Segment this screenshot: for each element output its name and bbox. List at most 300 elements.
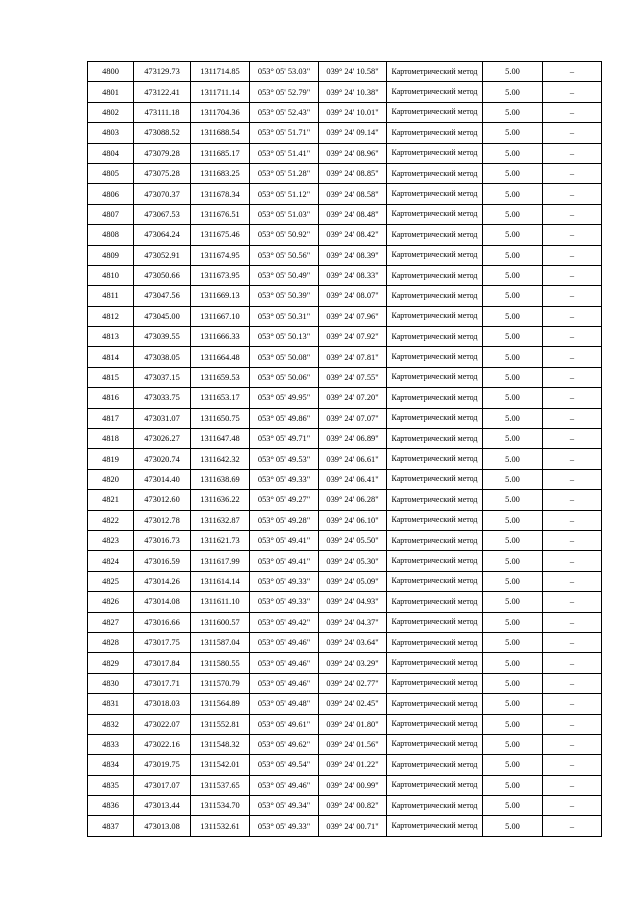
table-row <box>88 796 602 816</box>
y-coordinate-cell: 1311653.17 <box>191 388 250 408</box>
accuracy-cell: 5.00 <box>483 367 543 387</box>
longitude-cell: 039° 24' 08.39" <box>319 245 387 265</box>
accuracy-cell: 5.00 <box>483 775 543 795</box>
method-cell: Картометрический метод <box>387 734 483 754</box>
y-coordinate-cell: 1311537.65 <box>191 775 250 795</box>
longitude-cell: 039° 24' 01.22" <box>319 755 387 775</box>
table-row <box>88 306 602 326</box>
method-cell: Картометрический метод <box>387 694 483 714</box>
method-cell: Картометрический метод <box>387 306 483 326</box>
latitude-cell: 053° 05' 53.03" <box>250 62 319 82</box>
point-number-cell: 4820 <box>88 469 134 489</box>
method-cell: Картометрический метод <box>387 102 483 122</box>
y-coordinate-cell: 1311683.25 <box>191 163 250 183</box>
accuracy-cell: 5.00 <box>483 816 543 836</box>
accuracy-cell: 5.00 <box>483 530 543 550</box>
x-coordinate-cell: 473017.84 <box>134 653 191 673</box>
longitude-cell: 039° 24' 08.96" <box>319 143 387 163</box>
longitude-cell: 039° 24' 01.80" <box>319 714 387 734</box>
point-number-cell: 4809 <box>88 245 134 265</box>
latitude-cell: 053° 05' 51.71" <box>250 123 319 143</box>
method-cell: Картометрический метод <box>387 184 483 204</box>
y-coordinate-cell: 1311580.55 <box>191 653 250 673</box>
note-cell: – <box>543 408 602 428</box>
y-coordinate-cell: 1311532.61 <box>191 816 250 836</box>
x-coordinate-cell: 473022.07 <box>134 714 191 734</box>
longitude-cell: 039° 24' 01.56" <box>319 734 387 754</box>
latitude-cell: 053° 05' 49.54" <box>250 755 319 775</box>
method-cell: Картометрический метод <box>387 429 483 449</box>
x-coordinate-cell: 473064.24 <box>134 225 191 245</box>
point-number-cell: 4829 <box>88 653 134 673</box>
note-cell: – <box>543 530 602 550</box>
table-row <box>88 612 602 632</box>
longitude-cell: 039° 24' 08.33" <box>319 265 387 285</box>
latitude-cell: 053° 05' 52.79" <box>250 82 319 102</box>
x-coordinate-cell: 473039.55 <box>134 327 191 347</box>
point-number-cell: 4810 <box>88 265 134 285</box>
note-cell: – <box>543 327 602 347</box>
y-coordinate-cell: 1311664.48 <box>191 347 250 367</box>
accuracy-cell: 5.00 <box>483 796 543 816</box>
longitude-cell: 039° 24' 07.96" <box>319 306 387 326</box>
x-coordinate-cell: 473088.52 <box>134 123 191 143</box>
longitude-cell: 039° 24' 07.20" <box>319 388 387 408</box>
latitude-cell: 053° 05' 51.41" <box>250 143 319 163</box>
point-number-cell: 4807 <box>88 204 134 224</box>
note-cell: – <box>543 714 602 734</box>
longitude-cell: 039° 24' 05.50" <box>319 530 387 550</box>
accuracy-cell: 5.00 <box>483 204 543 224</box>
latitude-cell: 053° 05' 51.12" <box>250 184 319 204</box>
y-coordinate-cell: 1311570.79 <box>191 673 250 693</box>
table-row <box>88 204 602 224</box>
longitude-cell: 039° 24' 00.82" <box>319 796 387 816</box>
y-coordinate-cell: 1311714.85 <box>191 62 250 82</box>
y-coordinate-cell: 1311673.95 <box>191 265 250 285</box>
table-row <box>88 755 602 775</box>
x-coordinate-cell: 473070.37 <box>134 184 191 204</box>
accuracy-cell: 5.00 <box>483 653 543 673</box>
method-cell: Картометрический метод <box>387 612 483 632</box>
table-row <box>88 734 602 754</box>
table-row <box>88 673 602 693</box>
accuracy-cell: 5.00 <box>483 490 543 510</box>
accuracy-cell: 5.00 <box>483 592 543 612</box>
table-row <box>88 469 602 489</box>
note-cell: – <box>543 510 602 530</box>
note-cell: – <box>543 123 602 143</box>
y-coordinate-cell: 1311564.89 <box>191 694 250 714</box>
longitude-cell: 039° 24' 07.07" <box>319 408 387 428</box>
point-number-cell: 4816 <box>88 388 134 408</box>
latitude-cell: 053° 05' 50.06" <box>250 367 319 387</box>
method-cell: Картометрический метод <box>387 82 483 102</box>
x-coordinate-cell: 473019.75 <box>134 755 191 775</box>
latitude-cell: 053° 05' 50.39" <box>250 286 319 306</box>
longitude-cell: 039° 24' 00.71" <box>319 816 387 836</box>
point-number-cell: 4837 <box>88 816 134 836</box>
table-row <box>88 653 602 673</box>
y-coordinate-cell: 1311552.81 <box>191 714 250 734</box>
x-coordinate-cell: 473067.53 <box>134 204 191 224</box>
note-cell: – <box>543 775 602 795</box>
x-coordinate-cell: 473075.28 <box>134 163 191 183</box>
y-coordinate-cell: 1311638.69 <box>191 469 250 489</box>
latitude-cell: 053° 05' 50.13" <box>250 327 319 347</box>
latitude-cell: 053° 05' 51.03" <box>250 204 319 224</box>
latitude-cell: 053° 05' 50.49" <box>250 265 319 285</box>
point-number-cell: 4828 <box>88 632 134 652</box>
y-coordinate-cell: 1311617.99 <box>191 551 250 571</box>
note-cell: – <box>543 796 602 816</box>
longitude-cell: 039° 24' 06.28" <box>319 490 387 510</box>
x-coordinate-cell: 473014.40 <box>134 469 191 489</box>
x-coordinate-cell: 473016.66 <box>134 612 191 632</box>
longitude-cell: 039° 24' 09.14" <box>319 123 387 143</box>
accuracy-cell: 5.00 <box>483 673 543 693</box>
x-coordinate-cell: 473122.41 <box>134 82 191 102</box>
y-coordinate-cell: 1311600.57 <box>191 612 250 632</box>
y-coordinate-cell: 1311647.48 <box>191 429 250 449</box>
table-row <box>88 775 602 795</box>
accuracy-cell: 5.00 <box>483 62 543 82</box>
latitude-cell: 053° 05' 50.56" <box>250 245 319 265</box>
point-number-cell: 4811 <box>88 286 134 306</box>
latitude-cell: 053° 05' 52.43" <box>250 102 319 122</box>
point-number-cell: 4834 <box>88 755 134 775</box>
accuracy-cell: 5.00 <box>483 245 543 265</box>
x-coordinate-cell: 473079.28 <box>134 143 191 163</box>
note-cell: – <box>543 816 602 836</box>
note-cell: – <box>543 347 602 367</box>
accuracy-cell: 5.00 <box>483 327 543 347</box>
note-cell: – <box>543 225 602 245</box>
x-coordinate-cell: 473052.91 <box>134 245 191 265</box>
table-row <box>88 123 602 143</box>
method-cell: Картометрический метод <box>387 225 483 245</box>
longitude-cell: 039° 24' 07.55" <box>319 367 387 387</box>
note-cell: – <box>543 265 602 285</box>
y-coordinate-cell: 1311688.54 <box>191 123 250 143</box>
y-coordinate-cell: 1311534.70 <box>191 796 250 816</box>
accuracy-cell: 5.00 <box>483 469 543 489</box>
table-row <box>88 82 602 102</box>
accuracy-cell: 5.00 <box>483 694 543 714</box>
method-cell: Картометрический метод <box>387 673 483 693</box>
latitude-cell: 053° 05' 49.28" <box>250 510 319 530</box>
method-cell: Картометрический метод <box>387 347 483 367</box>
latitude-cell: 053° 05' 49.33" <box>250 816 319 836</box>
table-row <box>88 408 602 428</box>
method-cell: Картометрический метод <box>387 714 483 734</box>
table-row <box>88 367 602 387</box>
accuracy-cell: 5.00 <box>483 184 543 204</box>
table-row <box>88 592 602 612</box>
accuracy-cell: 5.00 <box>483 388 543 408</box>
longitude-cell: 039° 24' 03.64" <box>319 632 387 652</box>
method-cell: Картометрический метод <box>387 245 483 265</box>
point-number-cell: 4826 <box>88 592 134 612</box>
table-row <box>88 714 602 734</box>
method-cell: Картометрический метод <box>387 62 483 82</box>
table-row <box>88 245 602 265</box>
method-cell: Картометрический метод <box>387 632 483 652</box>
accuracy-cell: 5.00 <box>483 286 543 306</box>
longitude-cell: 039° 24' 03.29" <box>319 653 387 673</box>
table-row <box>88 816 602 836</box>
x-coordinate-cell: 473020.74 <box>134 449 191 469</box>
note-cell: – <box>543 388 602 408</box>
x-coordinate-cell: 473017.71 <box>134 673 191 693</box>
x-coordinate-cell: 473050.66 <box>134 265 191 285</box>
method-cell: Картометрический метод <box>387 163 483 183</box>
point-number-cell: 4801 <box>88 82 134 102</box>
y-coordinate-cell: 1311659.53 <box>191 367 250 387</box>
y-coordinate-cell: 1311678.34 <box>191 184 250 204</box>
y-coordinate-cell: 1311611.10 <box>191 592 250 612</box>
latitude-cell: 053° 05' 50.31" <box>250 306 319 326</box>
method-cell: Картометрический метод <box>387 449 483 469</box>
note-cell: – <box>543 143 602 163</box>
longitude-cell: 039° 24' 04.37" <box>319 612 387 632</box>
longitude-cell: 039° 24' 06.10" <box>319 510 387 530</box>
latitude-cell: 053° 05' 49.53" <box>250 449 319 469</box>
note-cell: – <box>543 551 602 571</box>
x-coordinate-cell: 473026.27 <box>134 429 191 449</box>
x-coordinate-cell: 473038.05 <box>134 347 191 367</box>
x-coordinate-cell: 473017.75 <box>134 632 191 652</box>
point-number-cell: 4827 <box>88 612 134 632</box>
accuracy-cell: 5.00 <box>483 632 543 652</box>
note-cell: – <box>543 734 602 754</box>
note-cell: – <box>543 592 602 612</box>
latitude-cell: 053° 05' 51.28" <box>250 163 319 183</box>
note-cell: – <box>543 62 602 82</box>
y-coordinate-cell: 1311650.75 <box>191 408 250 428</box>
method-cell: Картометрический метод <box>387 388 483 408</box>
method-cell: Картометрический метод <box>387 755 483 775</box>
table-row <box>88 449 602 469</box>
longitude-cell: 039° 24' 10.01" <box>319 102 387 122</box>
x-coordinate-cell: 473037.15 <box>134 367 191 387</box>
y-coordinate-cell: 1311642.32 <box>191 449 250 469</box>
table-row <box>88 143 602 163</box>
latitude-cell: 053° 05' 49.46" <box>250 673 319 693</box>
method-cell: Картометрический метод <box>387 123 483 143</box>
note-cell: – <box>543 632 602 652</box>
longitude-cell: 039° 24' 02.45" <box>319 694 387 714</box>
x-coordinate-cell: 473047.56 <box>134 286 191 306</box>
y-coordinate-cell: 1311667.10 <box>191 306 250 326</box>
accuracy-cell: 5.00 <box>483 734 543 754</box>
y-coordinate-cell: 1311675.46 <box>191 225 250 245</box>
method-cell: Картометрический метод <box>387 143 483 163</box>
accuracy-cell: 5.00 <box>483 123 543 143</box>
longitude-cell: 039° 24' 06.61" <box>319 449 387 469</box>
point-number-cell: 4812 <box>88 306 134 326</box>
method-cell: Картометрический метод <box>387 265 483 285</box>
latitude-cell: 053° 05' 49.61" <box>250 714 319 734</box>
y-coordinate-cell: 1311636.22 <box>191 490 250 510</box>
latitude-cell: 053° 05' 49.27" <box>250 490 319 510</box>
y-coordinate-cell: 1311704.36 <box>191 102 250 122</box>
longitude-cell: 039° 24' 08.07" <box>319 286 387 306</box>
point-number-cell: 4800 <box>88 62 134 82</box>
point-number-cell: 4813 <box>88 327 134 347</box>
method-cell: Картометрический метод <box>387 367 483 387</box>
longitude-cell: 039° 24' 10.38" <box>319 82 387 102</box>
method-cell: Картометрический метод <box>387 551 483 571</box>
latitude-cell: 053° 05' 49.48" <box>250 694 319 714</box>
longitude-cell: 039° 24' 07.92" <box>319 327 387 347</box>
accuracy-cell: 5.00 <box>483 571 543 591</box>
x-coordinate-cell: 473017.07 <box>134 775 191 795</box>
method-cell: Картометрический метод <box>387 286 483 306</box>
method-cell: Картометрический метод <box>387 204 483 224</box>
method-cell: Картометрический метод <box>387 796 483 816</box>
method-cell: Картометрический метод <box>387 816 483 836</box>
accuracy-cell: 5.00 <box>483 429 543 449</box>
longitude-cell: 039° 24' 08.85" <box>319 163 387 183</box>
accuracy-cell: 5.00 <box>483 306 543 326</box>
y-coordinate-cell: 1311674.95 <box>191 245 250 265</box>
accuracy-cell: 5.00 <box>483 82 543 102</box>
method-cell: Картометрический метод <box>387 469 483 489</box>
note-cell: – <box>543 286 602 306</box>
table-row <box>88 347 602 367</box>
table-row <box>88 62 602 82</box>
note-cell: – <box>543 245 602 265</box>
longitude-cell: 039° 24' 08.58" <box>319 184 387 204</box>
note-cell: – <box>543 469 602 489</box>
longitude-cell: 039° 24' 06.41" <box>319 469 387 489</box>
table-row <box>88 265 602 285</box>
method-cell: Картометрический метод <box>387 592 483 612</box>
longitude-cell: 039° 24' 05.09" <box>319 571 387 591</box>
note-cell: – <box>543 612 602 632</box>
note-cell: – <box>543 429 602 449</box>
accuracy-cell: 5.00 <box>483 408 543 428</box>
x-coordinate-cell: 473129.73 <box>134 62 191 82</box>
point-number-cell: 4822 <box>88 510 134 530</box>
accuracy-cell: 5.00 <box>483 551 543 571</box>
note-cell: – <box>543 184 602 204</box>
accuracy-cell: 5.00 <box>483 225 543 245</box>
point-number-cell: 4825 <box>88 571 134 591</box>
latitude-cell: 053° 05' 50.92" <box>250 225 319 245</box>
x-coordinate-cell: 473014.26 <box>134 571 191 591</box>
point-number-cell: 4821 <box>88 490 134 510</box>
accuracy-cell: 5.00 <box>483 510 543 530</box>
table-row <box>88 184 602 204</box>
longitude-cell: 039° 24' 00.99" <box>319 775 387 795</box>
longitude-cell: 039° 24' 08.42" <box>319 225 387 245</box>
latitude-cell: 053° 05' 49.86" <box>250 408 319 428</box>
x-coordinate-cell: 473031.07 <box>134 408 191 428</box>
y-coordinate-cell: 1311666.33 <box>191 327 250 347</box>
point-number-cell: 4818 <box>88 429 134 449</box>
point-number-cell: 4835 <box>88 775 134 795</box>
note-cell: – <box>543 367 602 387</box>
note-cell: – <box>543 653 602 673</box>
method-cell: Картометрический метод <box>387 653 483 673</box>
point-number-cell: 4824 <box>88 551 134 571</box>
point-number-cell: 4832 <box>88 714 134 734</box>
x-coordinate-cell: 473022.16 <box>134 734 191 754</box>
x-coordinate-cell: 473014.08 <box>134 592 191 612</box>
table-row <box>88 530 602 550</box>
point-number-cell: 4831 <box>88 694 134 714</box>
y-coordinate-cell: 1311542.01 <box>191 755 250 775</box>
latitude-cell: 053° 05' 49.46" <box>250 653 319 673</box>
longitude-cell: 039° 24' 02.77" <box>319 673 387 693</box>
table-row <box>88 327 602 347</box>
note-cell: – <box>543 571 602 591</box>
x-coordinate-cell: 473033.75 <box>134 388 191 408</box>
latitude-cell: 053° 05' 49.33" <box>250 469 319 489</box>
accuracy-cell: 5.00 <box>483 714 543 734</box>
note-cell: – <box>543 694 602 714</box>
method-cell: Картометрический метод <box>387 327 483 347</box>
note-cell: – <box>543 204 602 224</box>
y-coordinate-cell: 1311685.17 <box>191 143 250 163</box>
table-row <box>88 510 602 530</box>
point-number-cell: 4802 <box>88 102 134 122</box>
accuracy-cell: 5.00 <box>483 163 543 183</box>
accuracy-cell: 5.00 <box>483 143 543 163</box>
table-row <box>88 163 602 183</box>
point-number-cell: 4808 <box>88 225 134 245</box>
x-coordinate-cell: 473012.78 <box>134 510 191 530</box>
method-cell: Картометрический метод <box>387 571 483 591</box>
x-coordinate-cell: 473016.73 <box>134 530 191 550</box>
latitude-cell: 053° 05' 49.46" <box>250 632 319 652</box>
y-coordinate-cell: 1311621.73 <box>191 530 250 550</box>
method-cell: Картометрический метод <box>387 408 483 428</box>
accuracy-cell: 5.00 <box>483 102 543 122</box>
note-cell: – <box>543 490 602 510</box>
note-cell: – <box>543 102 602 122</box>
x-coordinate-cell: 473013.08 <box>134 816 191 836</box>
latitude-cell: 053° 05' 49.33" <box>250 592 319 612</box>
table-row <box>88 571 602 591</box>
longitude-cell: 039° 24' 05.30" <box>319 551 387 571</box>
method-cell: Картометрический метод <box>387 490 483 510</box>
y-coordinate-cell: 1311632.87 <box>191 510 250 530</box>
point-number-cell: 4804 <box>88 143 134 163</box>
note-cell: – <box>543 755 602 775</box>
table-row <box>88 225 602 245</box>
accuracy-cell: 5.00 <box>483 347 543 367</box>
method-cell: Картометрический метод <box>387 775 483 795</box>
method-cell: Картометрический метод <box>387 530 483 550</box>
x-coordinate-cell: 473012.60 <box>134 490 191 510</box>
table-row <box>88 286 602 306</box>
latitude-cell: 053° 05' 50.08" <box>250 347 319 367</box>
y-coordinate-cell: 1311548.32 <box>191 734 250 754</box>
table-row <box>88 632 602 652</box>
x-coordinate-cell: 473045.00 <box>134 306 191 326</box>
x-coordinate-cell: 473016.59 <box>134 551 191 571</box>
longitude-cell: 039° 24' 04.93" <box>319 592 387 612</box>
latitude-cell: 053° 05' 49.41" <box>250 530 319 550</box>
table-body <box>88 62 602 837</box>
longitude-cell: 039° 24' 06.89" <box>319 429 387 449</box>
accuracy-cell: 5.00 <box>483 612 543 632</box>
accuracy-cell: 5.00 <box>483 449 543 469</box>
point-number-cell: 4833 <box>88 734 134 754</box>
